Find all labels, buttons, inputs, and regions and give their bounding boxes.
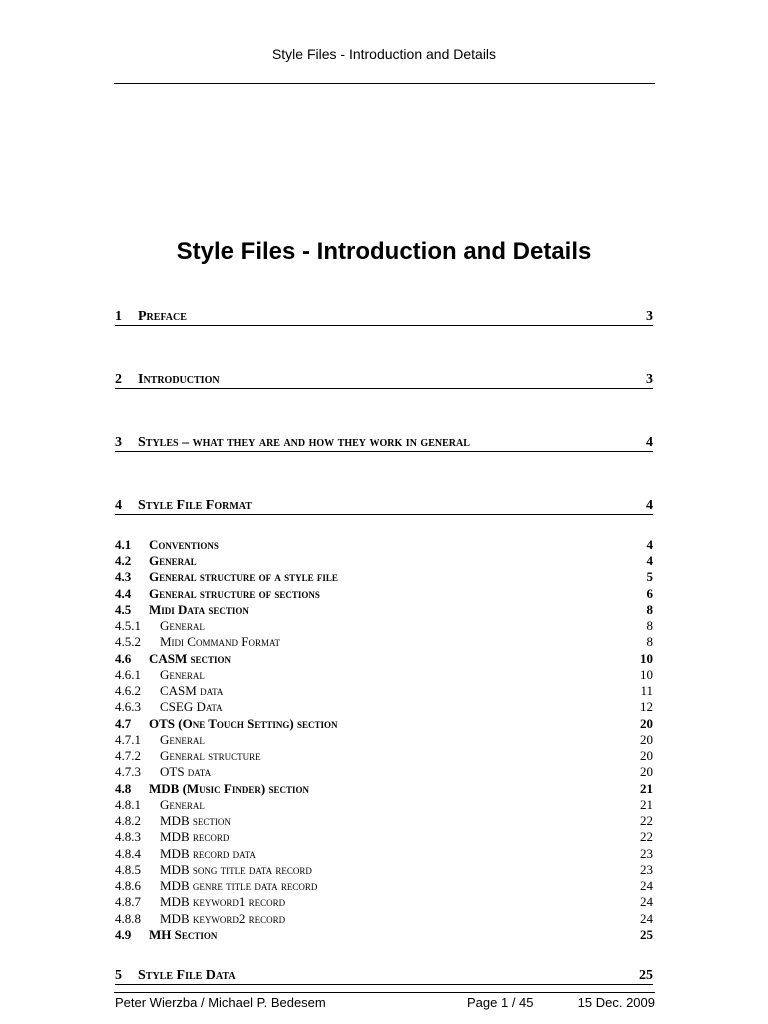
- toc-entry-page: 23: [640, 862, 653, 877]
- toc-entry-title: Conventions: [149, 537, 219, 552]
- toc-entry-title: MDB keyword2 record: [160, 911, 286, 926]
- toc-entry-page: 22: [640, 829, 653, 844]
- toc-entry-number: 4.8.3: [115, 829, 141, 844]
- toc-entry-title: CSEG Data: [160, 699, 223, 714]
- toc-entry-title: MH Section: [149, 927, 218, 942]
- toc-entry-title: MDB song title data record: [160, 862, 312, 877]
- toc-chapter-page: 3: [646, 309, 653, 324]
- toc-entry-page: 23: [640, 846, 653, 861]
- toc-entry-title: General structure: [160, 748, 261, 763]
- toc-entry-number: 4.1: [115, 537, 132, 552]
- toc-entry-page: 8: [646, 618, 653, 633]
- toc-entry[interactable]: [115, 553, 653, 569]
- toc-entry-title: General structure of sections: [149, 586, 320, 601]
- toc-chapter-page: 3: [646, 372, 653, 387]
- toc-entry[interactable]: [115, 618, 653, 634]
- toc-entry[interactable]: [115, 699, 653, 715]
- toc-entry-number: 4.7: [115, 716, 132, 731]
- toc-entry[interactable]: [115, 797, 653, 813]
- toc-entry-title: Midi Command Format: [160, 634, 280, 649]
- toc-entry-title: MDB record data: [160, 846, 256, 861]
- toc-entry-page: 22: [640, 813, 653, 828]
- toc-entry-number: 4.5: [115, 602, 132, 617]
- toc-entry-title: CASM section: [149, 651, 232, 666]
- toc-entry-number: 4.2: [115, 553, 132, 568]
- toc-entry[interactable]: [115, 586, 653, 602]
- toc-entry-page: 21: [640, 797, 653, 812]
- toc-entry-page: 24: [640, 878, 653, 893]
- toc-chapter-number: 1: [115, 309, 122, 324]
- toc-entry-number: 4.6.3: [115, 699, 141, 714]
- toc-entry-title: Midi Data section: [149, 602, 249, 617]
- toc-chapter-title: Style File Format: [138, 498, 252, 513]
- toc-entry-page: 4: [646, 553, 653, 568]
- toc-entry-title: General: [160, 797, 205, 812]
- toc-chapter-title: Preface: [138, 309, 187, 324]
- toc-entry[interactable]: [115, 602, 653, 618]
- toc-entry[interactable]: [115, 537, 653, 553]
- toc-entry-page: 20: [640, 748, 653, 763]
- toc-entry[interactable]: [115, 716, 653, 732]
- toc-entry-number: 4.3: [115, 569, 132, 584]
- toc-entry-number: 4.8.4: [115, 846, 141, 861]
- toc-entry[interactable]: [115, 651, 653, 667]
- toc-entry-title: MDB keyword1 record: [160, 894, 286, 909]
- toc-entry-title: MDB (Music Finder) section: [149, 781, 309, 796]
- toc-chapter-2[interactable]: [115, 370, 653, 389]
- toc-entry-title: General: [160, 732, 205, 747]
- header-rule: [114, 83, 655, 84]
- footer-page-number: Page 1 / 45: [467, 995, 534, 1010]
- toc-entry-number: 4.4: [115, 586, 132, 601]
- toc-entry[interactable]: [115, 634, 653, 650]
- toc-entry-page: 21: [640, 781, 653, 796]
- footer-date: 15 Dec. 2009: [577, 995, 655, 1010]
- toc-entry-number: 4.6.1: [115, 667, 141, 682]
- toc-entry[interactable]: [115, 732, 653, 748]
- footer-authors: Peter Wierzba / Michael P. Bedesem: [115, 995, 326, 1010]
- toc-entry-number: 4.9: [115, 927, 132, 942]
- toc-entry-number: 4.8.5: [115, 862, 141, 877]
- toc-entry-title: CASM data: [160, 683, 224, 698]
- toc-entry-title: General: [160, 618, 205, 633]
- toc-entry-title: General: [160, 667, 205, 682]
- toc-entry-number: 4.8: [115, 781, 132, 796]
- toc-chapter-page: 25: [639, 968, 653, 983]
- toc-entry-number: 4.6: [115, 651, 132, 666]
- toc-entry-title: OTS data: [160, 764, 212, 779]
- toc-entry[interactable]: [115, 862, 653, 878]
- toc-entry-title: OTS (One Touch Setting) section: [149, 716, 338, 731]
- toc-entry-page: 8: [646, 602, 653, 617]
- toc-entry-number: 4.8.1: [115, 797, 141, 812]
- toc-entry-page: 10: [640, 651, 653, 666]
- toc-entry-title: General: [149, 553, 197, 568]
- toc-chapter-number: 4: [115, 498, 122, 513]
- toc-entry[interactable]: [115, 829, 653, 845]
- toc-entry[interactable]: [115, 894, 653, 910]
- toc-chapter-title: Styles – what they are and how they work in general: [138, 435, 470, 450]
- toc-entry-number: 4.8.8: [115, 911, 141, 926]
- toc-entry-page: 4: [646, 537, 653, 552]
- toc-chapter-number: 5: [115, 968, 122, 983]
- toc-entry-page: 20: [640, 732, 653, 747]
- toc-chapter-page: 4: [646, 498, 653, 513]
- toc-entry-number: 4.5.1: [115, 618, 141, 633]
- toc-entry-page: 20: [640, 764, 653, 779]
- toc-entry-page: 5: [646, 569, 653, 584]
- toc-entry[interactable]: [115, 846, 653, 862]
- document-title: Style Files - Introduction and Details: [176, 238, 592, 265]
- toc-entry-title: MDB record: [160, 829, 230, 844]
- running-header: Style Files - Introduction and Details: [271, 46, 497, 62]
- toc-entry-page: 8: [646, 634, 653, 649]
- toc-entry[interactable]: [115, 927, 653, 943]
- toc-entry-page: 12: [640, 699, 653, 714]
- toc-chapter-5[interactable]: [115, 966, 653, 985]
- toc-entry-number: 4.8.2: [115, 813, 141, 828]
- toc-entry-page: 25: [640, 927, 653, 942]
- toc-entry-title: General structure of a style file: [149, 569, 338, 584]
- toc-chapter-page: 4: [646, 435, 653, 450]
- toc-entry-number: 4.7.3: [115, 764, 141, 779]
- toc-chapter-title: Introduction: [138, 372, 220, 387]
- toc-chapter-number: 3: [115, 435, 122, 450]
- toc-entry-page: 11: [640, 683, 653, 698]
- toc-chapter-1[interactable]: [115, 307, 653, 326]
- toc-entry[interactable]: [115, 683, 653, 699]
- toc-chapter-number: 2: [115, 372, 122, 387]
- toc-entry-number: 4.7.1: [115, 732, 141, 747]
- toc-entry-number: 4.8.7: [115, 894, 141, 909]
- toc-entry-page: 10: [640, 667, 653, 682]
- toc-entry-title: MDB section: [160, 813, 231, 828]
- toc-entry-number: 4.6.2: [115, 683, 141, 698]
- toc-entry-number: 4.7.2: [115, 748, 141, 763]
- toc-entry[interactable]: [115, 813, 653, 829]
- toc-entry-title: MDB genre title data record: [160, 878, 318, 893]
- toc-entry[interactable]: [115, 878, 653, 894]
- toc-chapter-3[interactable]: [115, 433, 653, 452]
- toc-entry[interactable]: [115, 569, 653, 585]
- footer-rule: [114, 992, 655, 993]
- toc-entry[interactable]: [115, 667, 653, 683]
- toc-entry[interactable]: [115, 764, 653, 780]
- toc-entry-page: 20: [640, 716, 653, 731]
- toc-entry-page: 24: [640, 894, 653, 909]
- toc-entry[interactable]: [115, 748, 653, 764]
- toc-entry-number: 4.5.2: [115, 634, 141, 649]
- toc-entry-number: 4.8.6: [115, 878, 141, 893]
- toc-entry[interactable]: [115, 781, 653, 797]
- toc-entry-page: 24: [640, 911, 653, 926]
- toc-entry-page: 6: [646, 586, 653, 601]
- toc-entry[interactable]: [115, 911, 653, 927]
- toc-chapter-4[interactable]: [115, 496, 653, 515]
- toc-chapter-title: Style File Data: [138, 968, 236, 983]
